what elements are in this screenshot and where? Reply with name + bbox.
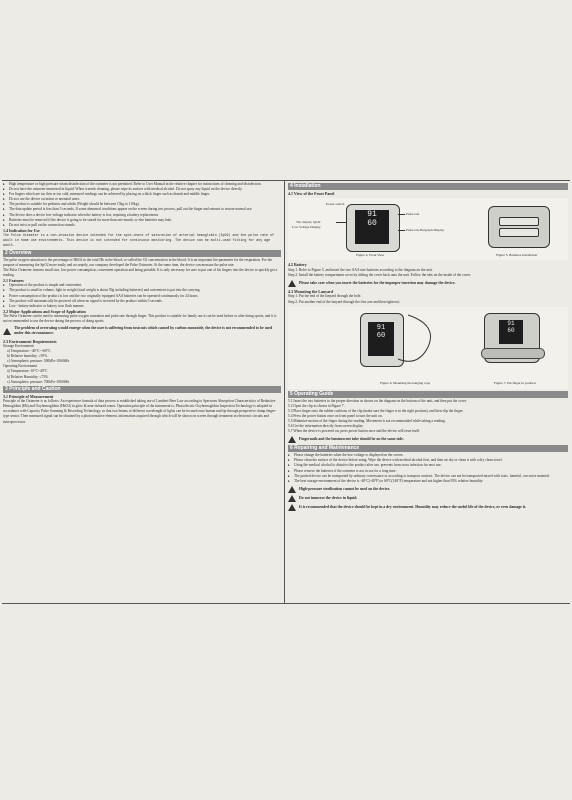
env-item: a) Temperature: -40°C~+60°C [7, 349, 51, 354]
figure-lanyard-and-finger [288, 307, 568, 389]
warning-co [3, 326, 281, 336]
intro-item: ▸ For fingers which are too thin or too cold, measured readings can be achieved by placing on a thick finger such as thumb and middle finger. [3, 192, 281, 197]
env-item: c) Atmospheric pressure: 700hPa~1060hPa [7, 379, 70, 384]
label-spo2-display: The display SpO2 [296, 220, 321, 225]
warning-icon [288, 504, 296, 511]
overview-paragraph: The pulse oxygen saturation is the percentage of HbO2 in the total Hb in the blood, so-called the O2 concentration in the blood. It is an important bio-parameter for the respiration. For the purpose of measuring the SpO2 more easily and accurately, our company developed the Pulse Oximeter. At the same time, the device can measure the pulse rate. [3, 257, 272, 267]
operating-step: 5.7 When the device is powered on, press power button once and the device will reset itself. [288, 429, 421, 434]
front-panel-title: 4.1 View of the Front Panel [288, 191, 335, 196]
indication-title: 1.4 Indication for Use [3, 227, 40, 233]
feature-item: ▸ Low - battery indicator or battery icon flash manner. [3, 304, 281, 309]
operating-step: 5.3 Place finger onto the rubber cushions of the clip (make sure the finger is in the right position), and then clip the finger. [288, 408, 464, 413]
intro-item: ▸ High temperature or high pressure steam disinfection of the oximeter is not permitted. Refer to User Manual in the relative chapter for instructions of cleaning and disinfection. [3, 182, 281, 187]
warning-text: Fingernails and the luminescent tube should be on the same side. [299, 437, 404, 442]
warning-text: Do not immerse the device in liquid. [299, 495, 358, 500]
lanyard-title: 4.3 Mounting the Lanyard [288, 289, 334, 294]
features-title: 2.1 Features [3, 277, 24, 283]
warning-icon [3, 328, 11, 335]
repair-item: ▸ Please clean the surface of the device before using. Wipe the device with medical alcohol first, and then air dry or clean it with a dry clean towel. [288, 458, 568, 463]
figure-4-caption: Figure 4. Front View [356, 253, 385, 258]
operating-header: 5 Operating Guide [288, 391, 568, 398]
overview-paragraph: The Pulse Oximeter features small size, low power consumption, convenient operation and being portable. It is only necessary for user to put one of his fingers into the device to quickly get a reading. [3, 267, 278, 277]
lanyard-step: Step 1. Put the end of the lanyard through the hole. [288, 294, 362, 299]
battery-illustration [488, 206, 550, 248]
bottom-rule [2, 603, 570, 604]
feature-item: ▸ The product will automatically be powered off when no signal is received by the product within 5 seconds. [3, 299, 281, 304]
env-item: c) Atmospheric pressure: 500hPa~1060hPa [7, 359, 70, 364]
battery-step: Step 1. Refer to Figure 5, and insert the two AAA size batteries according to the diagram on the unit. [288, 267, 433, 272]
feature-item: ▸ Operation of the product is simple and convenient. [3, 283, 281, 288]
battery-cell [499, 228, 539, 237]
column-divider [284, 180, 285, 603]
label-bargraph: Pulse rate Bargraph Display [406, 228, 445, 233]
screen-spo2-value: 91 [507, 319, 515, 327]
warning-battery [288, 280, 568, 287]
repair-item: ▸ The packed device can be transported by ordinary conveyance or according to transport contract. The device can not be transported mixed with toxic, harmful, corrosive material. [288, 474, 568, 479]
figure-front-view-and-batteries [288, 198, 568, 260]
figure-6-caption: Figure 6. Mounting the hanging rope [380, 380, 431, 385]
intro-item: ▸ The device does a device low-voltage indicator when the battery is low, requiring a battery replacement. [3, 213, 281, 218]
scope-title: 2.2 Major Applications and Scope of Application [3, 308, 86, 314]
screen-pr-value: 60 [367, 219, 377, 229]
warning-icon [288, 486, 296, 493]
right-column [288, 182, 568, 513]
warning-storage [288, 504, 568, 511]
principle-text: Principle of the Oximeter is as follows: An experience formula of data process is established taking use of Lambert Beer Law according to Spectrum Absorption Characteristics of Reductive Hemoglobin (Hb) and Oxyhemoglobin (HbO2) in glow & near-infrared zones. Operation principle of the instrument is: Photoelectric Oxyhemoglobin Inspection Technology is adopted in accordance with Capacity Pulse Scanning & Recording Technology, so that two beams of different wavelength of lights can be focused onto human nail tip through perspective clamp finger-type sensor. Then measured signal can be obtained by a photosensitive element, information acquired through which will be shown on screen through treatment in electronic circuits and microprocessor. [3, 399, 276, 424]
screen-pr-value: 60 [507, 326, 515, 334]
label-power-switch: Power switch [326, 202, 345, 207]
operating-step: 5.5 Minimize motion of the finger during the reading. Movement is not recommended while taking a reading. [288, 418, 446, 423]
repair-header: 6 Repairing and Maintenance [288, 445, 568, 452]
lanyard-step: Step 2. Put another end of the lanyard through the first one and then tighten it. [288, 299, 401, 304]
left-column [3, 182, 281, 425]
warning-icon [288, 280, 296, 287]
intro-item: ▸ Batteries must be removed if the device is going to be stored for more than one month, or else batteries may leak. [3, 218, 281, 223]
intro-item: ▸ Do not use the device on infant or neonatal users. [3, 197, 281, 202]
principle-header: 3 Principle and Caution [3, 386, 281, 393]
intro-item: ▸ The data update period is less than 5 seconds, If some abnormal conditions appear on the screen during test process, pull out the finger and reinsert to restore normal use. [3, 207, 281, 212]
env-item: Operating Environment [3, 364, 38, 369]
intro-item: ▸ Do not have the oximeter immersed in liquid. When it needs cleaning, please wipe its surface with medical alcohol. Do not spray any liquid on the device directly. [3, 187, 281, 192]
screen-spo2-value: 91 [376, 323, 386, 332]
leader-line [398, 230, 405, 231]
label-low-voltage: Low Voltage Display [292, 225, 321, 230]
feature-item: ▸ Power consumption of the product is low and the two originally equipped AAA batteries can be operated continuously for 24 hours. [3, 294, 281, 299]
leader-line [398, 214, 405, 215]
screen-spo2-value: 91 [367, 210, 377, 220]
operating-step: 5.1 Insert the two batteries to the proper direction as shown on the diagram on the bottom of the unit, and then put the cover. [288, 398, 467, 403]
warning-sterilization [288, 486, 568, 493]
repair-item: ▸ Please change the batteries when the low-voltage is displayed on the screen. [288, 453, 568, 458]
warning-icon [288, 436, 296, 443]
intro-item: ▸ The product is suitable for pediatric and adults (Weight should be between 15kg to 110kg). [3, 202, 281, 207]
warning-immerse [288, 495, 568, 502]
operating-step: 5.2 Open the clip as shown in Figure 7. [288, 403, 345, 408]
warning-icon [288, 495, 296, 502]
warning-fingernails [288, 436, 568, 443]
operating-step: 5.6 Get the information directly from screen display. [288, 424, 364, 429]
screen-pr-value: 60 [376, 331, 386, 340]
oximeter-screen [499, 320, 523, 344]
indication-text: The Pulse Oximeter is a non-invasive device intended for the spot-check of saturation of arterial hemoglobin (SpO2) and the pulse rate of adult in home use environments. This device is not intended for continuous monitoring. The device can be multi-used fitting for any age adult. [3, 233, 275, 248]
leader-line [336, 222, 346, 223]
env-item: b) Relative humidity: ≤95% [7, 354, 48, 359]
warning-text: Please take care when you insert the batteries for the improper insertion may damage the device. [299, 280, 456, 285]
finger-shape [481, 348, 545, 359]
principle-title: 3.1 Principle of Measurement [3, 393, 54, 399]
feature-item: ▸ The product is small in volume, light in weight (total weight is about 50g including batteries) and convenient to put into the carrying. [3, 288, 281, 293]
repair-item: ▸ Using the medical alcohol to disinfect the product after use, prevents from cross infection for next use. [288, 463, 568, 468]
battery-cell [499, 217, 539, 226]
env-item: b) Relative Humidity: ≤75% [7, 374, 48, 379]
env-title: 2.3 Environment Requirements [3, 338, 57, 344]
warning-text: The problem of overrating would emerge when the user is suffering from toxicosis which caused by carbon monoxide, the device is not recommended to be used under this circumstance. [14, 326, 273, 336]
repair-item: ▸ Please remove the batteries if the oximeter is not in use for a long time. [288, 469, 568, 474]
oximeter-front-illustration [346, 204, 400, 252]
env-item: Storage Environment [3, 343, 34, 348]
installation-header: 4 Installation [288, 183, 568, 190]
figure-7-caption: Figure 7. Put finger in position [494, 380, 536, 385]
operating-step: 5.4 Press the power button once on front panel to turn the unit on. [288, 413, 383, 418]
overview-header: 2 Overview [3, 250, 281, 257]
scope-text: The Pulse Oximeter can be used to measuring pulse oxygen saturation and pulse rate through finger. This product is suitable for family use it can be used before or after doing sports, and it is not recommended to use the device during the process of doing sports. [3, 314, 277, 324]
warning-text: It is recommended that the device should be kept in a dry environment. Humidity may reduce the useful life of the device, or even damage it. [299, 504, 527, 509]
battery-step: Step 2. Install the battery compartment cover by sliding the cover back onto the unit. Follow the tabs on the inside of the cover. [288, 272, 471, 277]
label-pulse-rate: Pulse rate [406, 212, 420, 217]
intro-item: ▸ Do not twist or pull on the connection strands. [3, 223, 281, 228]
oximeter-finger-illustration [484, 313, 540, 363]
figure-5-caption: Figure 5. Batteries Installation [496, 253, 538, 258]
top-rule [2, 180, 570, 181]
env-item: a) Temperature: 10°C~40°C [7, 369, 48, 374]
battery-title: 4.2 Battery [288, 262, 307, 268]
repair-item: ▸ The best storage environment of the device is -40°C(-40°F) to 60°C(140°F) temperature and not higher than 95% relative humidity. [288, 479, 568, 484]
oximeter-screen [355, 210, 389, 244]
warning-text: High-pressure sterilization cannot be used on the device. [299, 486, 391, 491]
